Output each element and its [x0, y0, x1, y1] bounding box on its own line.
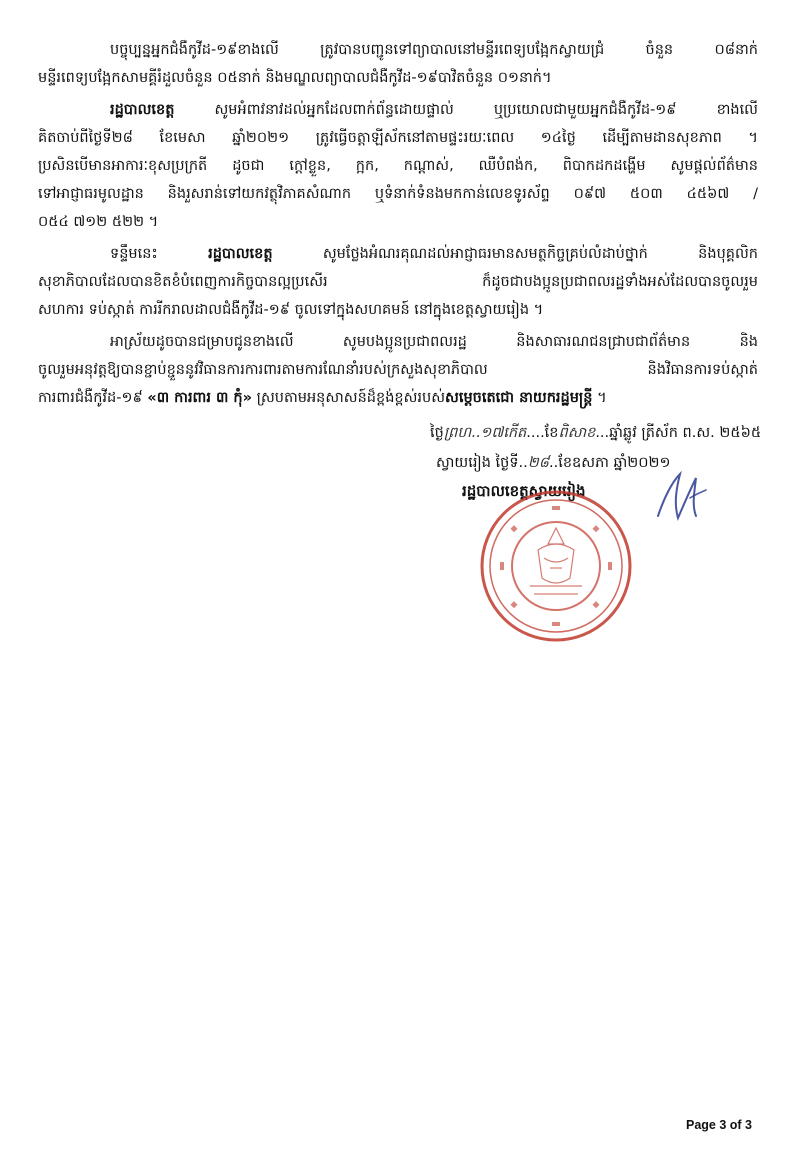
paragraph-thanks [38, 240, 758, 324]
paragraph-appeal [38, 96, 758, 236]
handwritten-text: ពិសាខ [558, 425, 596, 441]
official-seal-icon [478, 488, 634, 644]
text-line: សុខាភិបាលដែលបានខិតខំបំពេញការកិច្ចបានល្អប្រសើរ ក៏ដូចជាបងប្អូនប្រជាពលរដ្ឋទាំងអស់ដែលបានចូលរួម [38, 274, 758, 290]
text-span: ។ [592, 390, 607, 406]
text-line: ០៥៤ ៧១២ ៥២២ ។ [38, 214, 159, 230]
text-line: គិតចាប់ពីថ្ងៃទី២៨ ខែមេសា ឆ្នាំ២០២១ ត្រូវធ្វើចត្តាឡីស័កនៅតាមផ្ទះរយៈពេល ១៤ថ្ងៃ ដើម្បីតាមដានសុខភាព ។ [38, 130, 758, 146]
paragraph-conclusion [38, 328, 758, 412]
signer-title: រដ្ឋបាលខេត្តស្វាយរៀង [462, 482, 586, 500]
text-span: ទន្ទឹមនេះ [110, 246, 209, 262]
handwritten-text: ២៨ [527, 455, 550, 471]
text-line: មន្ទីរពេទ្យបង្អែកសាមគ្គីរំដួលចំនួន ០៥នាក់ និងមណ្ឌលព្យាបាលជំងឺកូវីដ-១៩បាវិតចំនួន ០១នាក់។ [38, 70, 552, 86]
text-span: សូមអំពាវនាវដល់អ្នកដែលពាក់ព័ន្ធដោយផ្ទាល់ ឬប្រយោលជាមួយអ្នកជំងឺកូវីដ-១៩ ខាងលើ [174, 102, 758, 118]
text-line: ទៅអាជ្ញាធរមូលដ្ឋាន និងរួសរាន់ទៅយកវត្ថុវិភាគសំណាក ឬទំនាក់ទំនងមកកាន់លេខទូរស័ព្ទ ០៩៧ ៥០៣ ៤៥៦៧ / [38, 186, 758, 202]
signature-icon [650, 468, 710, 528]
text-span: ....ខែ [526, 425, 559, 441]
text-span: ...ឆ្នាំឆ្លូវ ត្រីស័ក ព.ស. ២៥៦៥ [595, 425, 762, 441]
emphasis-text: រដ្ឋបាលខេត្ត [208, 246, 273, 262]
text-span: ស្វាយរៀង ថ្ងៃទី.. [436, 455, 528, 471]
text-span: សូមថ្លែងអំណរគុណដល់អាជ្ញាធរមានសមត្ថកិច្ចគ្រប់លំដាប់ថ្នាក់ និងបុគ្គលិក [272, 246, 758, 262]
text-line [38, 240, 758, 268]
emphasis-text: រដ្ឋបាលខេត្ត [110, 102, 175, 118]
text-line: សហការ ទប់ស្កាត់ ការរីករាលដាលជំងឺកូវីដ-១៩ ចូលទៅក្នុងសហគមន៍ នៅក្នុងខេត្តស្វាយរៀង ។ [38, 302, 544, 318]
solar-date [436, 450, 670, 476]
text-span: ថ្ងៃ [430, 425, 444, 441]
emphasis-text: «៣ ការពារ ៣ កុំ» [147, 390, 253, 406]
lunar-date [430, 420, 761, 446]
text-line: ប្រសិនបើមានអាការៈខុសប្រក្រតី ដូចជា ក្តៅខ្លួន, ក្អក, កណ្តាស់, ឈឺបំពង់ក, ពិបាកដកដង្ហើម សូមផ្តល់ព័ត៌មាន [38, 158, 758, 174]
text-line: អាស្រ័យដូចបានជម្រាបជូនខាងលើ សូមបងប្អូនប្រជាពលរដ្ឋ និងសាធារណជនជ្រាបជាព័ត៌មាន និង [110, 334, 758, 350]
text-line [38, 96, 758, 124]
text-span: ការពារជំងឺកូវីដ-១៩ [38, 390, 148, 406]
text-line: ចូលរួមអនុវត្តឱ្យបានខ្ជាប់ខ្ជួននូវវិធានការការពារតាមការណែនាំរបស់ក្រសួងសុខាភិបាល និងវិធានការទប់ស្កាត់ [38, 362, 758, 378]
handwritten-text: ព្រហ..១៧កើត [443, 425, 527, 441]
paragraph-patients [38, 36, 758, 92]
page-number: Page 3 of 3 [686, 1118, 752, 1132]
text-line: បច្ចុប្បន្នអ្នកជំងឺកូវីដ-១៩ខាងលើ ត្រូវបានបញ្ជូនទៅព្យាបាលនៅមន្ទីរពេទ្យបង្អែកស្វាយជ្រំ ចំនួន ០៨នាក់ [110, 42, 758, 58]
text-span: ..ខែឧសភា ឆ្នាំ២០២១ [549, 455, 671, 471]
emphasis-text: សម្តេចតេជោ នាយករដ្ឋមន្ត្រី [445, 390, 593, 406]
text-span: ស្របតាមអនុសាសន៍ដ៏ខ្ពង់ខ្ពស់របស់ [252, 390, 446, 406]
text-line [38, 384, 758, 412]
